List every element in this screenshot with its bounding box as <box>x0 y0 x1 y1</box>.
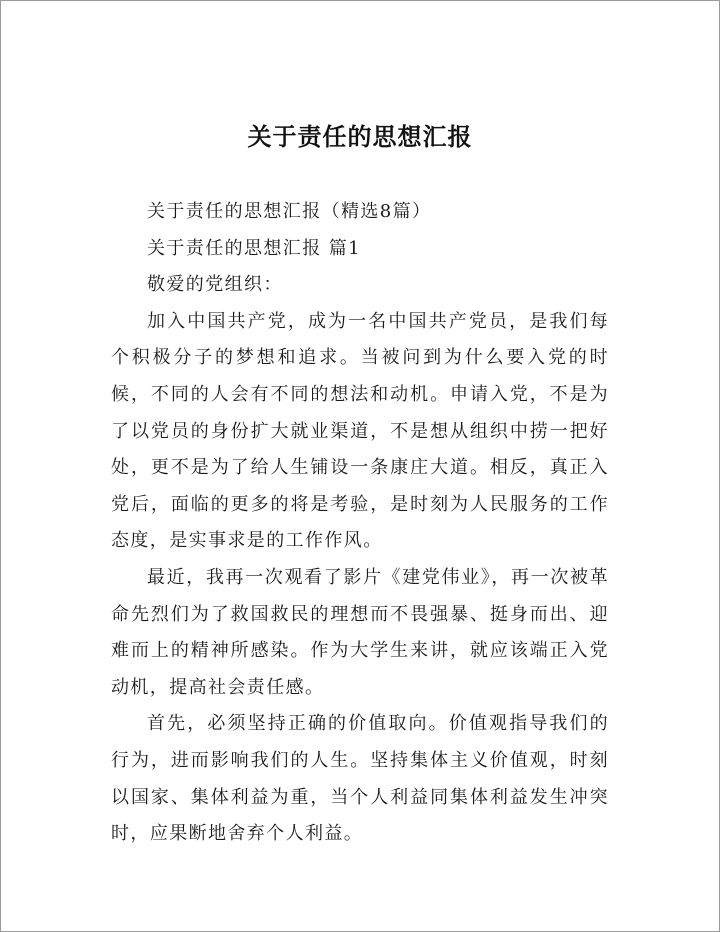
subtitle-line: 关于责任的思想汇报（精选8篇） <box>147 201 432 222</box>
salutation: 敬爱的党组织： <box>147 274 283 296</box>
section-heading: 关于责任的思想汇报 篇1 <box>147 237 361 259</box>
body-paragraph: 加入中国共产党，成为一名中国共产党员，是我们每个积极分子的梦想和追求。当被问到为什么要入党的时候，不同的人会有不同的想法和动机。申请入党，不是为了以党员的身份扩大就业渠道，不是想从组织中捞一把好处，更不是为了给人生铺设一条康庄大道。相反，真正入党后，面临的更多的将是考验，是时刻为人民服务的工作态度，是实事求是的工作作风。 <box>111 310 609 552</box>
body-paragraph: 最近，我再一次观看了影片《建党伟业》，再一次被革命先烈们为了救国救民的理想而不畏强暴、挺身而出、迎难而上的精神所感染。作为大学生来讲，就应该端正入党动机，提高社会责任感。 <box>111 566 609 698</box>
body-paragraph: 首先，必须坚持正确的价值取向。价值观指导我们的行为，进而影响我们的人生。坚持集体主义价值观，时刻以国家、集体利益为重，当个人利益同集体利益发生冲突时，应果断地舍弃个人利益。 <box>111 713 609 845</box>
document-body <box>111 194 609 853</box>
document-title: 关于责任的思想汇报 <box>247 123 473 151</box>
